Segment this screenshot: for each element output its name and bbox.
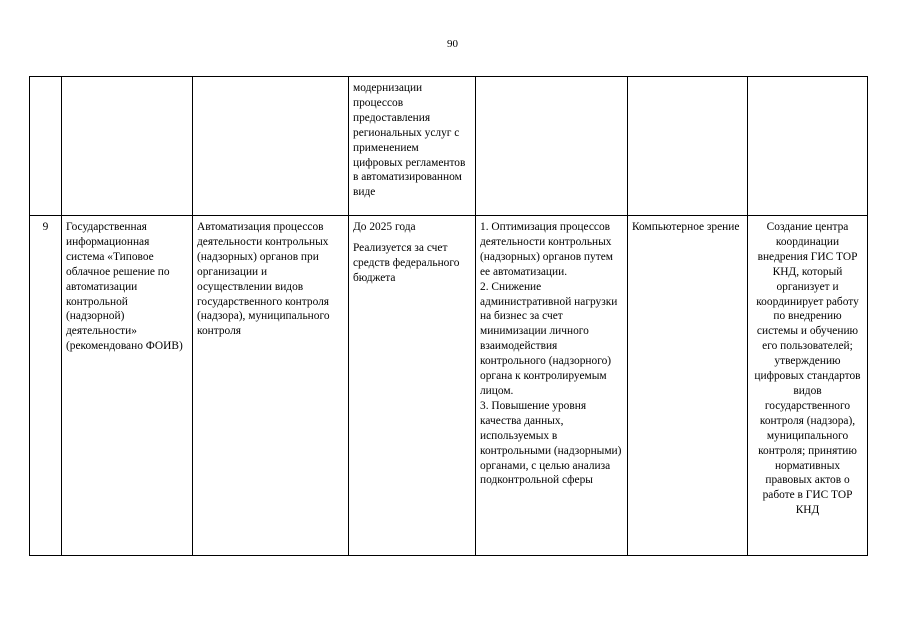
cell-effects — [476, 216, 628, 556]
cell-number: 9 — [30, 216, 62, 556]
timeframe-funding: Реализуется за счет средств федерального бюджета — [353, 241, 460, 284]
table-row-9 — [30, 216, 868, 556]
measures-table — [29, 76, 868, 556]
cell-automation — [193, 77, 349, 216]
cell-result — [748, 77, 868, 216]
cell-technology: Компьютерное зрение — [628, 216, 748, 556]
cell-effects — [476, 77, 628, 216]
effect-item-1: 1. Оптимизация процессов деятельности контрольных (надзорных) органов путем ее автоматизации. — [480, 221, 613, 278]
cell-technology — [628, 77, 748, 216]
cell-number — [30, 77, 62, 216]
page-number: 90 — [447, 38, 458, 50]
timeframe-date: До 2025 года — [353, 221, 416, 233]
cell-timeframe: модернизации процессов предоставления региональных услуг с применением цифровых регламентов в автоматизированном виде — [349, 77, 476, 216]
cell-system — [62, 77, 193, 216]
cell-system: Государственная информационная система «Типовое облачное решение по автоматизации контрольной (надзорной) деятельности» (рекомендовано ФОИВ) — [62, 216, 193, 556]
effect-item-3: 3. Повышение уровня качества данных, используемых в контрольными (надзорными) органами, с целью анализа подконтрольной сферы — [480, 399, 622, 487]
effect-item-2: 2. Снижение административной нагрузки на бизнес за счет минимизации личного взаимодействия контрольного (надзорного) органа к контролируемым лицом. — [480, 280, 618, 397]
cell-automation: Автоматизация процессов деятельности контрольных (надзорных) органов при организации и осуществлении видов государственного контроля (надзора), муниципального контроля — [193, 216, 349, 556]
table-row-continuation — [30, 77, 868, 216]
cell-result: Создание центра координации внедрения ГИС ТОР КНД, который организует и координирует работу по внедрению системы и обучению его пользователей; утверждению цифровых стандартов видов государственного контроля (надзора), муниципального контроля; принятию нормативных правовых актов о работе в ГИС ТОР КНД — [748, 216, 868, 556]
cell-timeframe — [349, 216, 476, 556]
